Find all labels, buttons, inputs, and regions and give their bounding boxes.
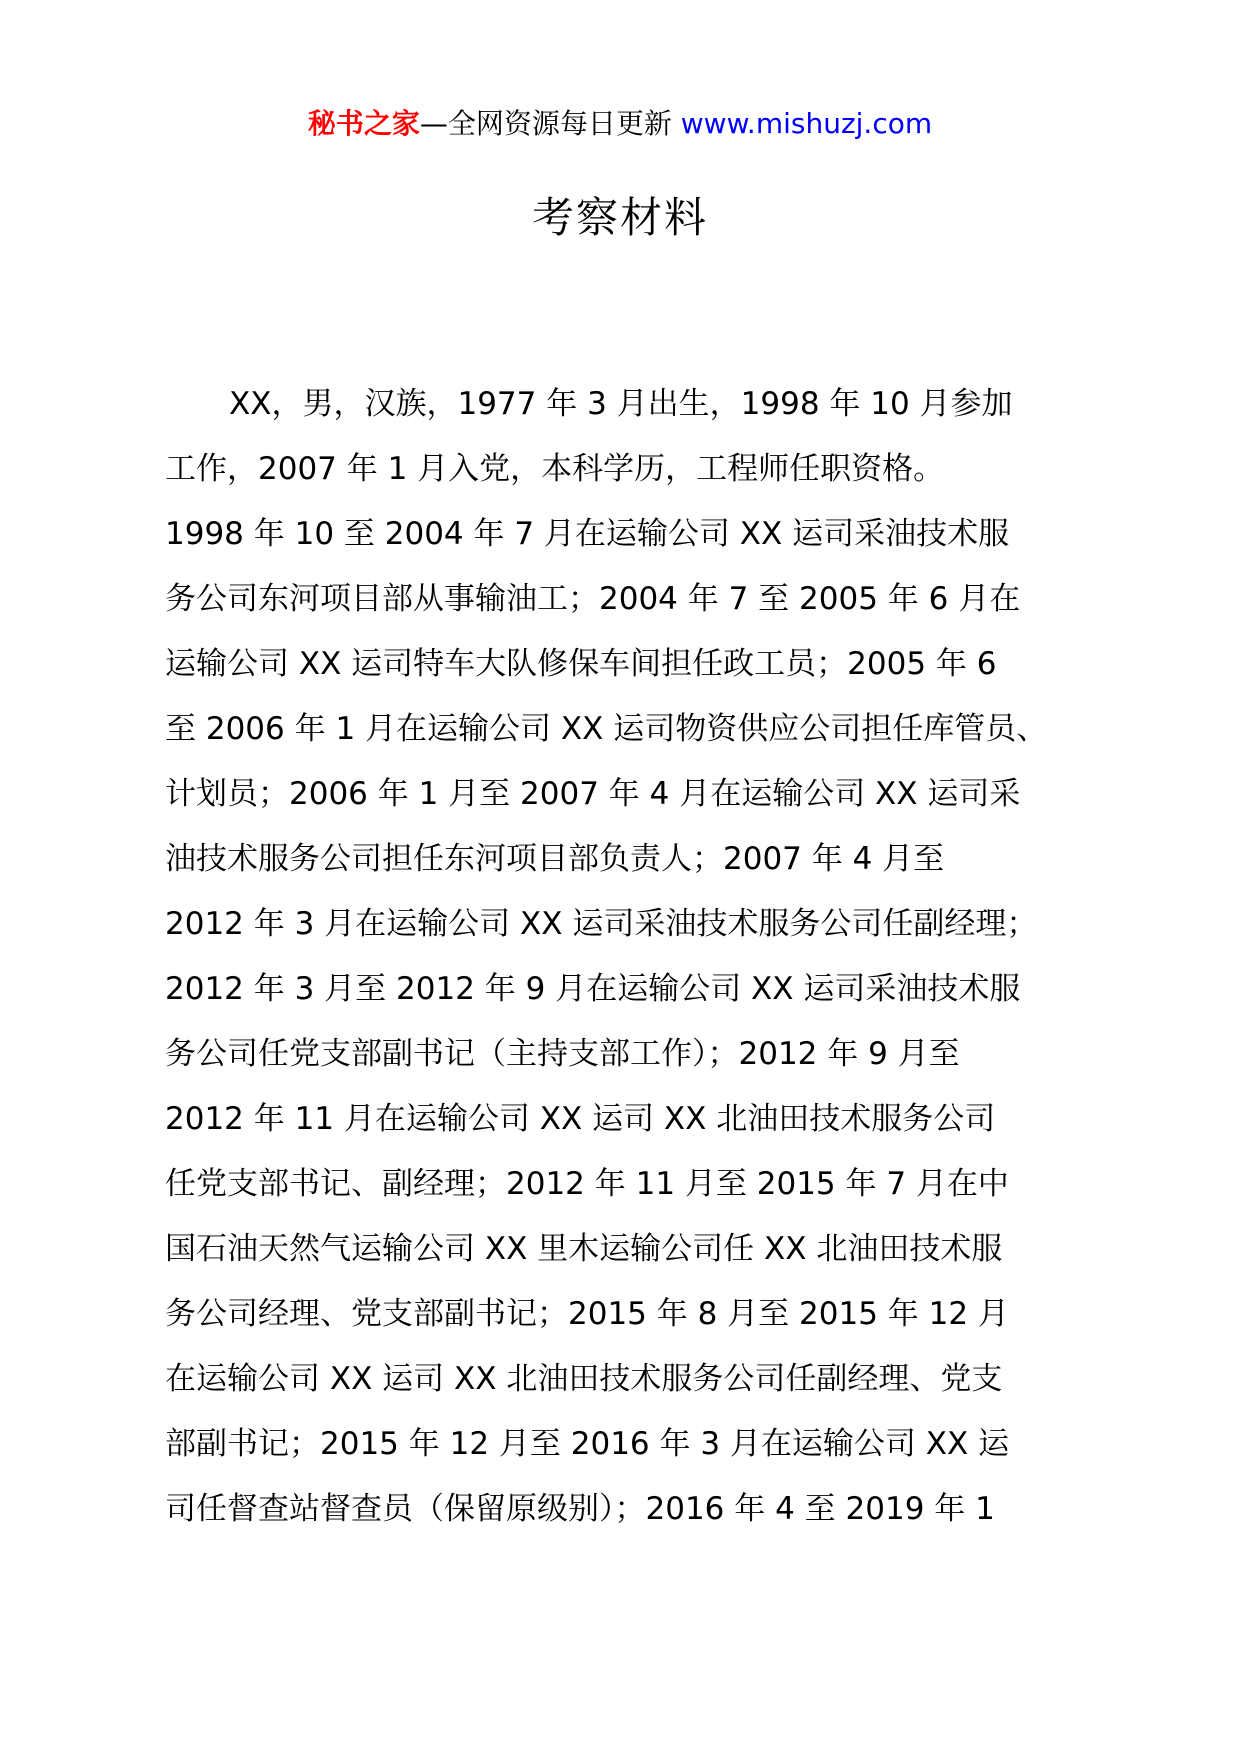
body-line: 1998 年 10 至 2004 年 7 月在运输公司 XX 运司采油技术服	[165, 516, 1010, 552]
header-tagline: —全网资源每日更新	[419, 107, 681, 140]
document-body	[165, 372, 1075, 1542]
document-title: 考察材料	[531, 193, 708, 242]
body-line: 2012 年 3 月至 2012 年 9 月在运输公司 XX 运司采油技术服	[165, 971, 1021, 1007]
body-line: 务公司经理、党支部副书记；2015 年 8 月至 2015 年 12 月	[165, 1296, 1009, 1332]
body-line: 任党支部书记、副经理；2012 年 11 月至 2015 年 7 月在中	[165, 1166, 1009, 1202]
body-line: 计划员；2006 年 1 月至 2007 年 4 月在运输公司 XX 运司采	[165, 776, 1021, 812]
body-line: 在运输公司 XX 运司 XX 北油田技术服务公司任副经理、党支	[165, 1361, 1003, 1397]
brand-name: 秘书之家	[307, 107, 420, 140]
body-line: 运输公司 XX 运司特车大队修保车间担任政工员；2005 年 6	[165, 646, 997, 682]
body-line: 司任督查站督查员（保留原级别）；2016 年 4 至 2019 年 1	[165, 1491, 995, 1527]
body-line: 2012 年 11 月在运输公司 XX 运司 XX 北油田技术服务公司	[165, 1101, 996, 1137]
body-line: 国石油天然气运输公司 XX 里木运输公司任 XX 北油田技术服	[165, 1231, 1003, 1267]
body-line: 务公司东河项目部从事输油工；2004 年 7 至 2005 年 6 月在	[165, 581, 1021, 617]
body-line: XX，男，汉族，1977 年 3 月出生，1998 年 10 月参加	[229, 386, 1013, 422]
body-line: 部副书记；2015 年 12 月至 2016 年 3 月在运输公司 XX 运	[165, 1426, 1010, 1462]
body-line: 务公司任党支部副书记（主持支部工作）；2012 年 9 月至	[165, 1036, 960, 1072]
body-line: 工作，2007 年 1 月入党，本科学历，工程师任职资格。	[165, 451, 945, 487]
site-url-link[interactable]: www.mishuzj.com	[680, 107, 933, 140]
body-line: 油技术服务公司担任东河项目部负责人；2007 年 4 月至	[165, 841, 945, 877]
site-header	[0, 104, 1240, 144]
body-line: 2012 年 3 月在运输公司 XX 运司采油技术服务公司任副经理；	[165, 906, 1038, 942]
body-line: 至 2006 年 1 月在运输公司 XX 运司物资供应公司担任库管员、	[165, 711, 1048, 747]
